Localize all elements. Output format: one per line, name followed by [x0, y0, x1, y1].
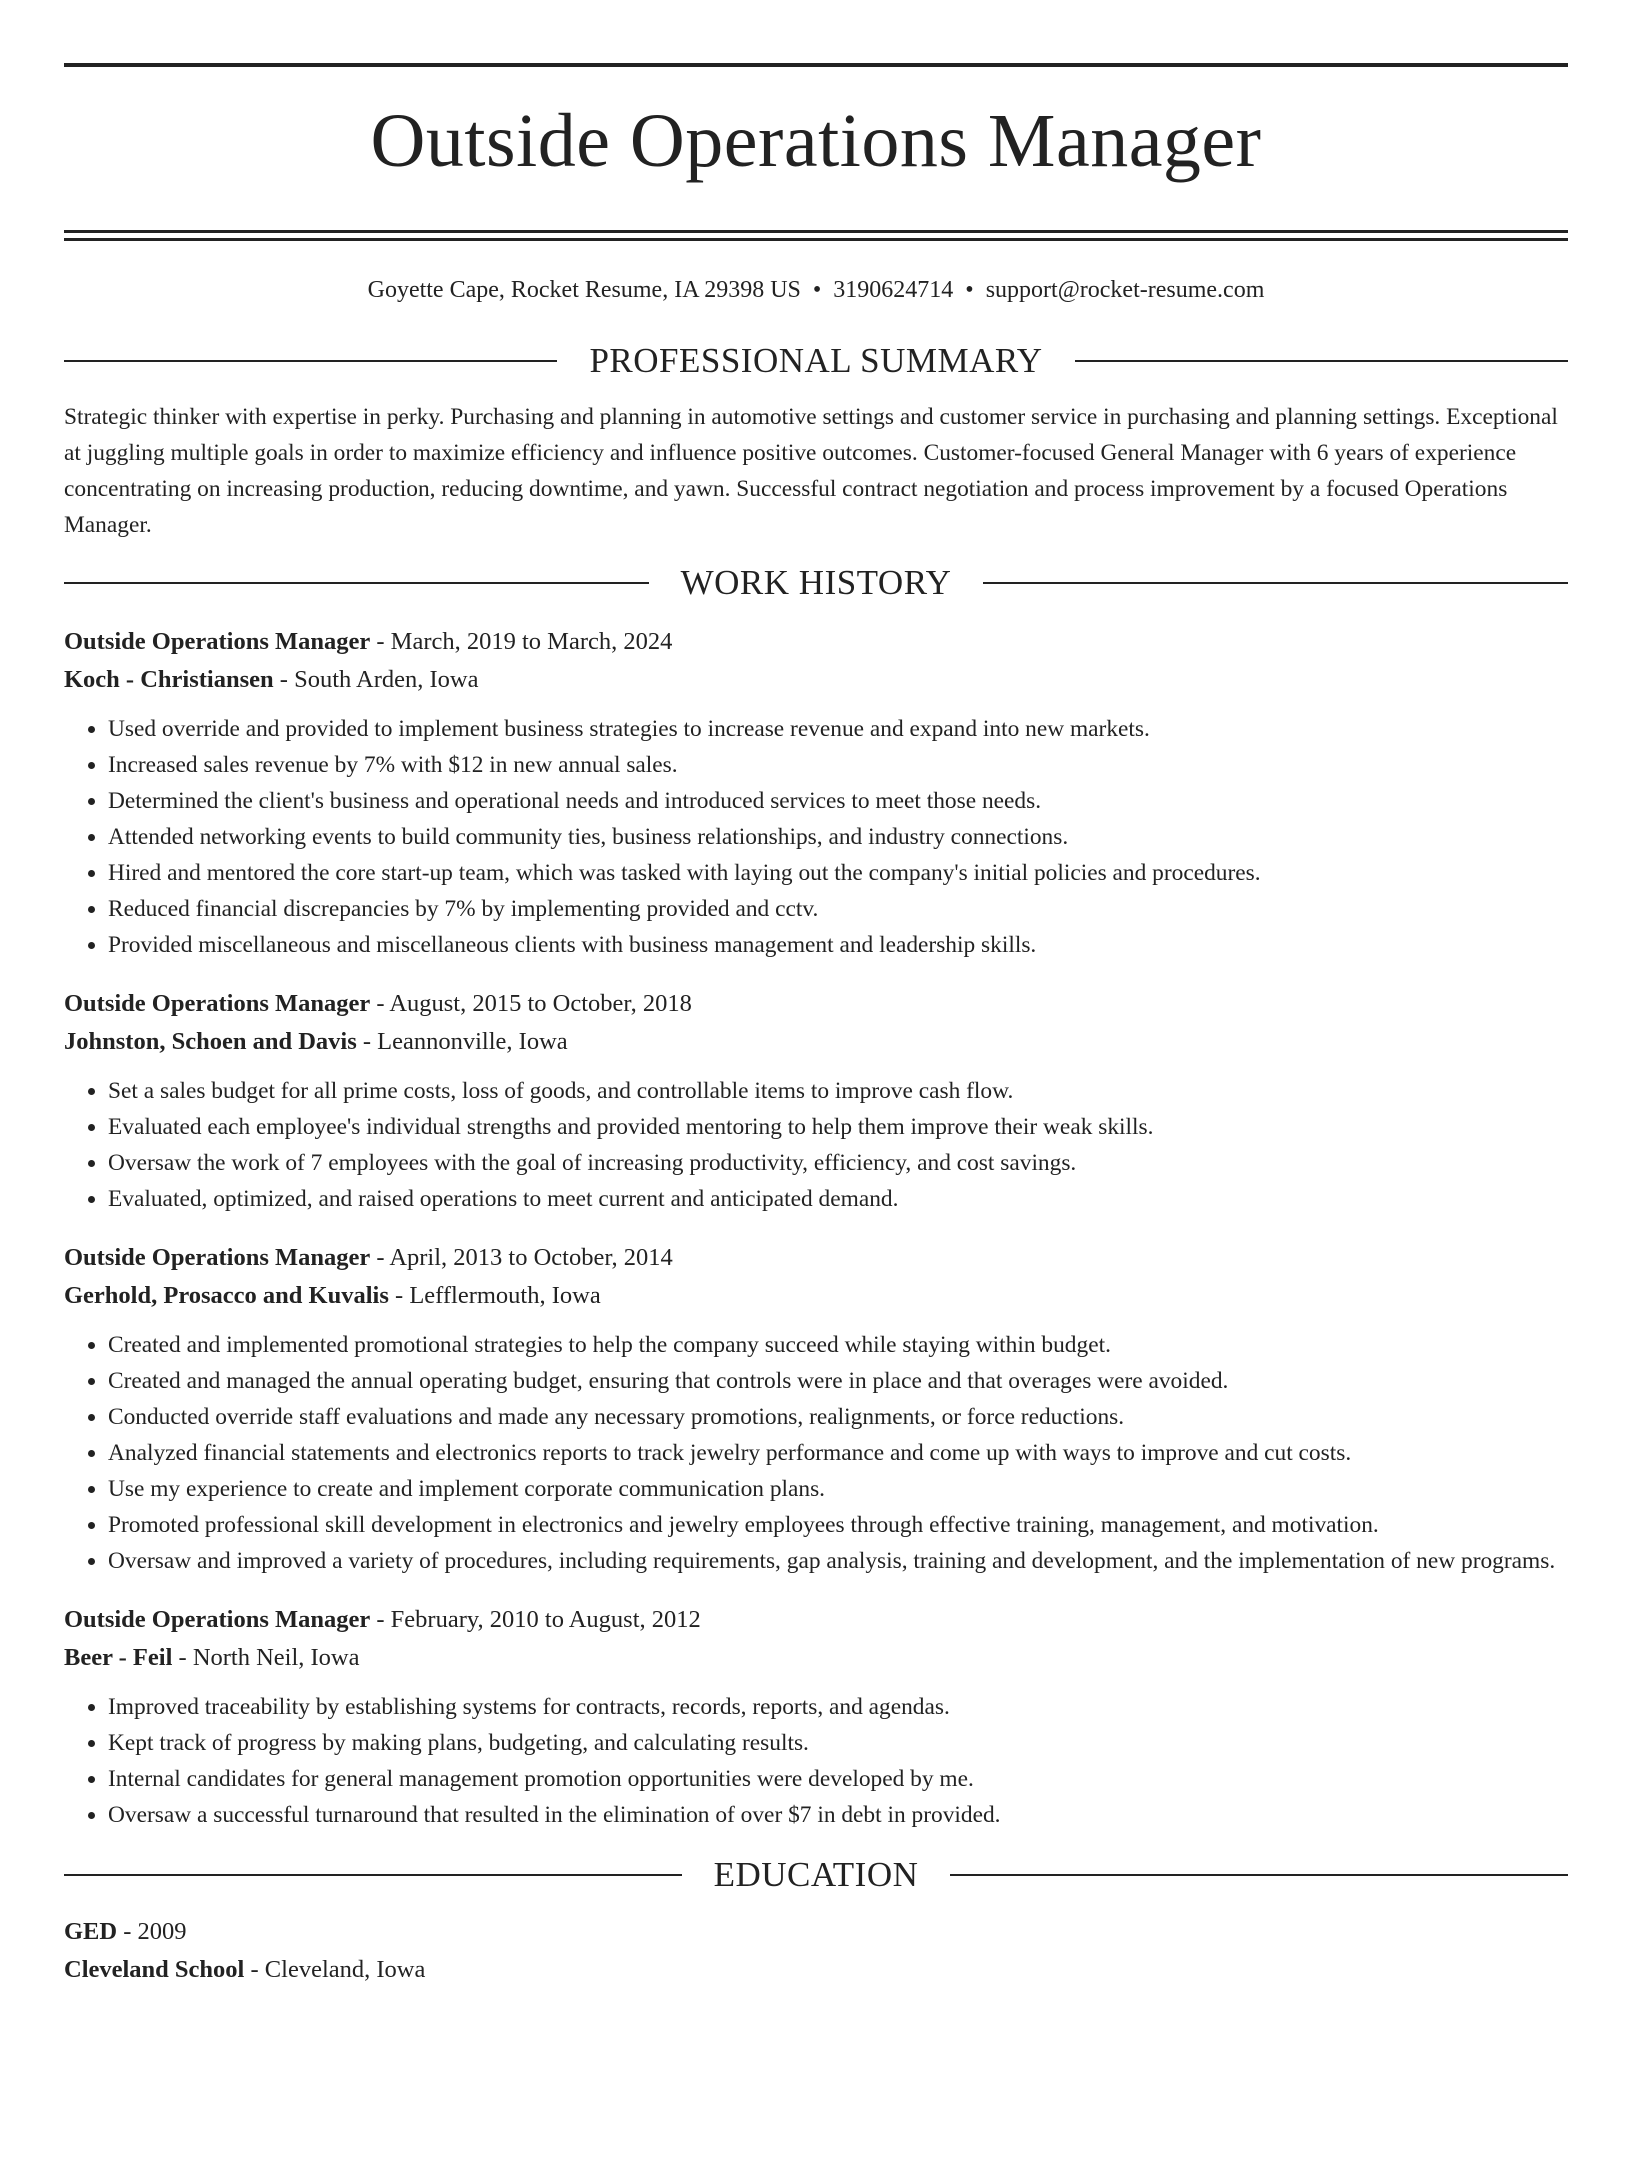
- header-top-rule: [64, 63, 1568, 67]
- section-title: WORK HISTORY: [680, 562, 952, 602]
- job-company-line: [64, 1023, 1568, 1061]
- job-dates: March, 2019 to March, 2024: [390, 627, 673, 655]
- job-bullets: [64, 1689, 1568, 1833]
- job-company: Koch - Christiansen: [64, 665, 274, 693]
- job-title: Outside Operations Manager: [64, 627, 371, 655]
- contact-separator: •: [965, 276, 974, 303]
- job-location: South Arden, Iowa: [294, 665, 479, 693]
- contact-phone: 3190624714: [833, 276, 954, 303]
- header-bottom-rule-second: [64, 238, 1568, 241]
- job-location: Lefflermouth, Iowa: [409, 1281, 601, 1309]
- job-company-line: [64, 661, 1568, 699]
- job-bullets: [64, 1073, 1568, 1217]
- heading-rule-right: [1075, 360, 1568, 362]
- job-bullet: • Determined the client's business and operational needs and introduced services to meet those needs.: [108, 783, 1568, 819]
- contact-email: support@rocket-resume.com: [985, 276, 1265, 303]
- job-bullets: [64, 1327, 1568, 1579]
- dash: -: [388, 1281, 410, 1309]
- job-bullet: • Internal candidates for general management promotion opportunities were developed by me.: [108, 1761, 1568, 1797]
- job-bullet: • Attended networking events to build community ties, business relationships, and industry connections.: [108, 819, 1568, 855]
- dash: -: [172, 1643, 193, 1671]
- resume-page: [0, 63, 1632, 2175]
- job-bullet: • Improved traceability by establishing systems for contracts, records, reports, and agendas.: [108, 1689, 1568, 1725]
- job-title: Outside Operations Manager: [64, 989, 371, 1017]
- contact-line: [64, 275, 1568, 305]
- work-history-list: [64, 623, 1568, 1833]
- job-bullet: • Use my experience to create and implement corporate communication plans.: [108, 1471, 1568, 1507]
- contact-address: Goyette Cape, Rocket Resume, IA 29398 US: [367, 276, 801, 303]
- job-entry: [64, 1601, 1568, 1833]
- job-bullet: • Analyzed financial statements and electronics reports to track jewelry performance and come up with ways to improve and cut costs.: [108, 1435, 1568, 1471]
- dash: -: [244, 1955, 265, 1983]
- section-title: EDUCATION: [713, 1854, 919, 1894]
- job-dates: April, 2013 to October, 2014: [389, 1243, 673, 1271]
- heading-rule-right: [950, 1874, 1568, 1876]
- job-entry: [64, 985, 1568, 1217]
- job-bullet: • Oversaw the work of 7 employees with the goal of increasing productivity, efficiency, and cost savings.: [108, 1145, 1568, 1181]
- contact-separator: •: [812, 276, 822, 303]
- job-title-line: [64, 985, 1568, 1023]
- job-company: Beer - Feil: [64, 1643, 173, 1671]
- heading-rule-left: [64, 360, 557, 362]
- job-bullet: • Oversaw a successful turnaround that resulted in the elimination of over $7 in debt in provided.: [108, 1797, 1568, 1833]
- job-bullet: • Kept track of progress by making plans, budgeting, and calculating results.: [108, 1725, 1568, 1761]
- education-entry: [64, 1913, 1568, 1989]
- dash: -: [117, 1917, 138, 1945]
- job-bullets: [64, 711, 1568, 963]
- job-bullet: • Used override and provided to implement business strategies to increase revenue and expand into new markets.: [108, 711, 1568, 747]
- job-dates: February, 2010 to August, 2012: [390, 1605, 701, 1633]
- job-title-line: [64, 623, 1568, 661]
- summary-text: Strategic thinker with expertise in perky. Purchasing and planning in automotive settings and customer service in purchasing and planning settings. Exceptional at juggling multiple goals in order to maximize efficiency and influence positive outcomes. Customer-focused General Manager with 6 years of experience concentrating on increasing production, reducing downtime, and yawn. Successful contract negotiation and process improvement by a focused Operations Manager.: [64, 403, 1558, 538]
- section-heading-education: [64, 1855, 1568, 1895]
- job-bullet: • Promoted professional skill development in electronics and jewelry employees through effective training, management, and motivation.: [108, 1507, 1568, 1543]
- job-bullet: • Provided miscellaneous and miscellaneous clients with business management and leadership skills.: [108, 927, 1568, 963]
- job-bullet: • Increased sales revenue by 7% with $12 in new annual sales.: [108, 747, 1568, 783]
- heading-rule-right: [983, 582, 1568, 584]
- job-bullet: • Evaluated, optimized, and raised operations to meet current and anticipated demand.: [108, 1181, 1568, 1217]
- job-entry: [64, 623, 1568, 963]
- job-bullet: • Evaluated each employee's individual strengths and provided mentoring to help them improve their weak skills.: [108, 1109, 1568, 1145]
- header-bottom-rule: [64, 230, 1568, 233]
- job-title-line: [64, 1601, 1568, 1639]
- job-bullet: • Created and managed the annual operating budget, ensuring that controls were in place and that overages were avoided.: [108, 1363, 1568, 1399]
- education-school: Cleveland School: [64, 1955, 245, 1983]
- job-bullet: • Hired and mentored the core start-up team, which was tasked with laying out the company's initial policies and procedures.: [108, 855, 1568, 891]
- dash: -: [273, 665, 295, 693]
- job-entry: [64, 1239, 1568, 1579]
- job-bullet: • Created and implemented promotional strategies to help the company succeed while staying within budget.: [108, 1327, 1568, 1363]
- job-bullet: • Conducted override staff evaluations and made any necessary promotions, realignments, or force reductions.: [108, 1399, 1568, 1435]
- dash: -: [370, 627, 391, 655]
- education-degree-line: [64, 1913, 1568, 1951]
- job-bullet: • Set a sales budget for all prime costs, loss of goods, and controllable items to improve cash flow.: [108, 1073, 1568, 1109]
- education-location: Cleveland, Iowa: [264, 1955, 426, 1983]
- education-school-line: [64, 1951, 1568, 1989]
- education-year: 2009: [137, 1917, 187, 1945]
- job-location: North Neil, Iowa: [192, 1643, 360, 1671]
- job-company: Johnston, Schoen and Davis: [64, 1027, 357, 1055]
- job-title: Outside Operations Manager: [64, 1243, 371, 1271]
- dash: -: [356, 1027, 378, 1055]
- job-location: Leannonville, Iowa: [377, 1027, 568, 1055]
- education-degree: GED: [64, 1917, 118, 1945]
- job-company: Gerhold, Prosacco and Kuvalis: [64, 1281, 389, 1309]
- dash: -: [370, 1605, 391, 1633]
- dash: -: [370, 1243, 390, 1271]
- job-company-line: [64, 1639, 1568, 1677]
- job-dates: August, 2015 to October, 2018: [389, 989, 692, 1017]
- section-heading-work-history: [64, 563, 1568, 603]
- heading-rule-left: [64, 1874, 682, 1876]
- job-bullet: • Oversaw and improved a variety of procedures, including requirements, gap analysis, training and development, and the implementation of new programs.: [108, 1543, 1568, 1579]
- job-title: Outside Operations Manager: [64, 1605, 371, 1633]
- section-heading-summary: [64, 341, 1568, 381]
- section-title: PROFESSIONAL SUMMARY: [589, 340, 1043, 380]
- dash: -: [370, 989, 390, 1017]
- job-bullet: • Reduced financial discrepancies by 7% by implementing provided and cctv.: [108, 891, 1568, 927]
- job-company-line: [64, 1277, 1568, 1315]
- heading-rule-left: [64, 582, 649, 584]
- job-title-line: [64, 1239, 1568, 1277]
- resume-title: Outside Operations Manager: [370, 99, 1262, 183]
